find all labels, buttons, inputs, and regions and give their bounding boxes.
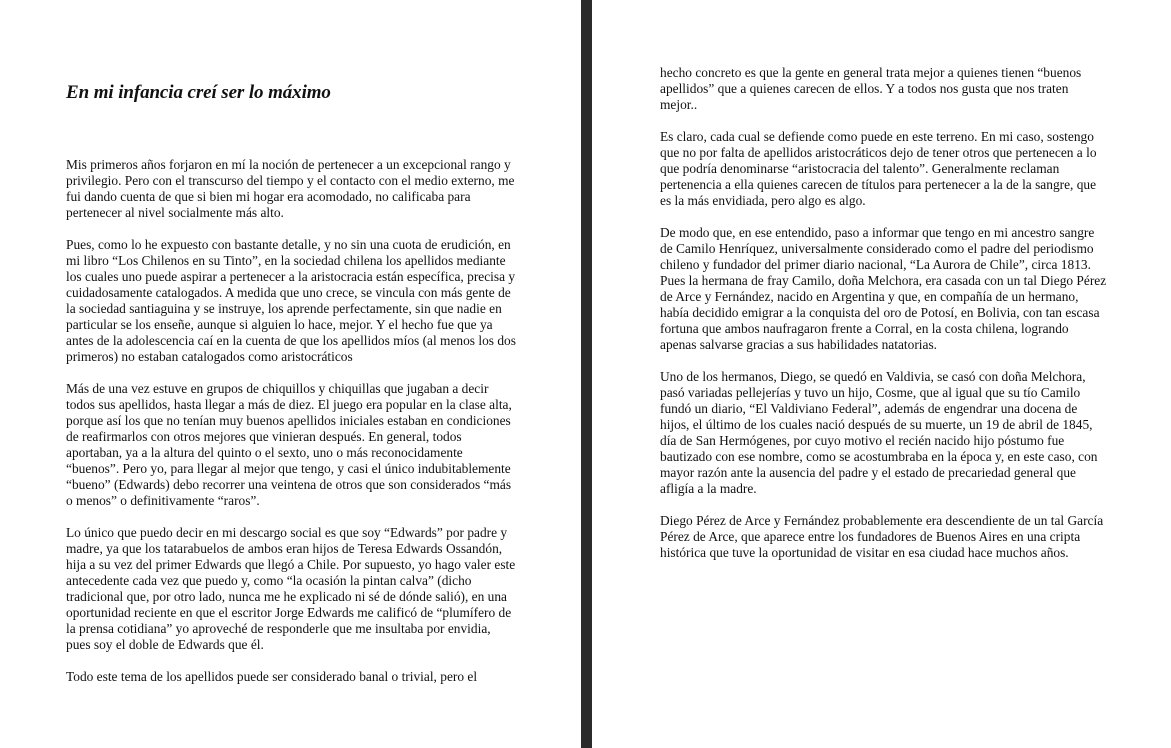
left-paragraph-3: Más de una vez estuve en grupos de chiquillos y chiquillas que jugaban a decir todos sus apellidos, hasta llegar a más de diez. El juego era popular en la clase alta, porque así los que no tenían muy buenos apellidos iniciales estaban en condiciones de reafirmarlos con otros mejores que vinieran después. En general, todos aportaban, ya a la altura del quinto o el sexto, uno o más reconocidamente “buenos”. Pero yo, para llegar al mejor que tengo, y casi el único indubitablemente “bueno” (Edwards) debo recorrer una veintena de otros que son considerados “más o menos” o definitivamente “raros”. bbox=[66, 381, 512, 508]
right-paragraph-3: De modo que, en ese entendido, paso a informar que tengo en mi ancestro sangre de Camilo Henríquez, universalmente considerado como el padre del periodismo chileno y fundador del primer diario nacional, “La Aurora de Chile”, circa 1813. Pues la hermana de fray Camilo, doña Melchora, era casada con un tal Diego Pérez de Arce y Fernández, nacido en Argentina y que, en compañía de un hermano, había decidido emigrar a la conquista del oro de Potosí, en Bolivia, con tan escasa fortuna que ambos naufragaron frente a Corral, en la costa chilena, logrando apenas salvarse gracias a sus habilidades natatorias. bbox=[660, 225, 1107, 352]
right-paragraph-5: Diego Pérez de Arce y Fernández probablemente era descendiente de un tal García Pérez de Arce, que aparece entre los fundadores de Buenos Aires en una cripta histórica que tuve la oportunidad de visitar en esa ciudad hace muchos años. bbox=[660, 513, 1104, 560]
left-paragraph-4: Lo único que puedo decir en mi descargo social es que soy “Edwards” por padre y madre, ya que los tatarabuelos de ambos eran hijos de Teresa Edwards Ossandón, hija a su vez del primer Edwards que llegó a Chile. Por supuesto, yo hago valer este antecedente cada vez que puedo y, como “la ocasión la pintan calva” (dicho tradicional que, por otro lado, nunca me he explicado ni sé de dónde salió), en una oportunidad reciente en que el escritor Jorge Edwards me calificó de “plumífero de la prensa cotidiana” yo aproveché de responderle que me insultaba por envidia, pues soy el doble de Edwards que él. bbox=[66, 525, 516, 652]
right-paragraph-2: Es claro, cada cual se defiende como puede en este terreno. En mi caso, sostengo que no por falta de apellidos aristocráticos dejo de tener otros que pertenecen a lo que podría denominarse “aristocracia del talento”. Generalmente reclaman pertenencia a ella quienes carecen de títulos para pertenecer a la de la sangre, que es la más envidiada, pero algo es algo. bbox=[660, 129, 1097, 208]
chapter-title: En mi infancia creí ser lo máximo bbox=[66, 82, 331, 103]
right-page-content bbox=[660, 65, 1108, 577]
left-paragraph-5: Todo este tema de los apellidos puede ser considerado banal o trivial, pero el bbox=[66, 669, 478, 684]
right-paragraph-1: hecho concreto es que la gente en general trata mejor a quienes tienen “buenos apellidos” que a quienes carecen de ellos. Y a todos nos gusta que nos traten mejor.. bbox=[660, 65, 1082, 112]
left-page bbox=[0, 0, 581, 748]
page-divider bbox=[581, 0, 592, 748]
right-page bbox=[592, 0, 1171, 748]
right-paragraph-4: Uno de los hermanos, Diego, se quedó en Valdivia, se casó con doña Melchora, pasó variadas pellejerías y tuvo un hijo, Cosme, que al igual que su tío Camilo fundó un diario, “El Valdiviano Federal”, además de engendrar una docena de hijos, el último de los cuales nació después de su muerte, un 19 de abril de 1845, día de San Hermógenes, por cuyo motivo el recién nacido hijo póstumo fue bautizado con ese nombre, como se acostumbraba en la época y, en este caso, con mayor razón ante la ausencia del padre y el estado de precariedad general que afligía a la madre. bbox=[660, 369, 1098, 496]
left-paragraph-2: Pues, como lo he expuesto con bastante detalle, y no sin una cuota de erudición, en mi libro “Los Chilenos en su Tinto”, en la sociedad chilena los apellidos mediante los cuales uno puede aspirar a pertenecer a la aristocracia están específica, precisa y cuidadosamente catalogados. A medida que uno crece, se vincula con más gente de la sociedad santiaguina y se instruye, los aprende perfectamente, sin que nadie en particular se los enseñe, aunque si alguien lo hace, mejor. Y el hecho fue que ya antes de la adolescencia caí en la cuenta de que los apellidos míos (al menos los dos primeros) no estaban catalogados como aristocráticos bbox=[66, 237, 516, 364]
left-page-content bbox=[66, 80, 516, 701]
left-paragraph-1: Mis primeros años forjaron en mí la noción de pertenecer a un excepcional rango y privilegio. Pero con el transcurso del tiempo y el contacto con el medio externo, me fui dando cuenta de que si bien mi hogar era acomodado, no calificaba para pertenecer al nivel socialmente más alto. bbox=[66, 157, 515, 220]
